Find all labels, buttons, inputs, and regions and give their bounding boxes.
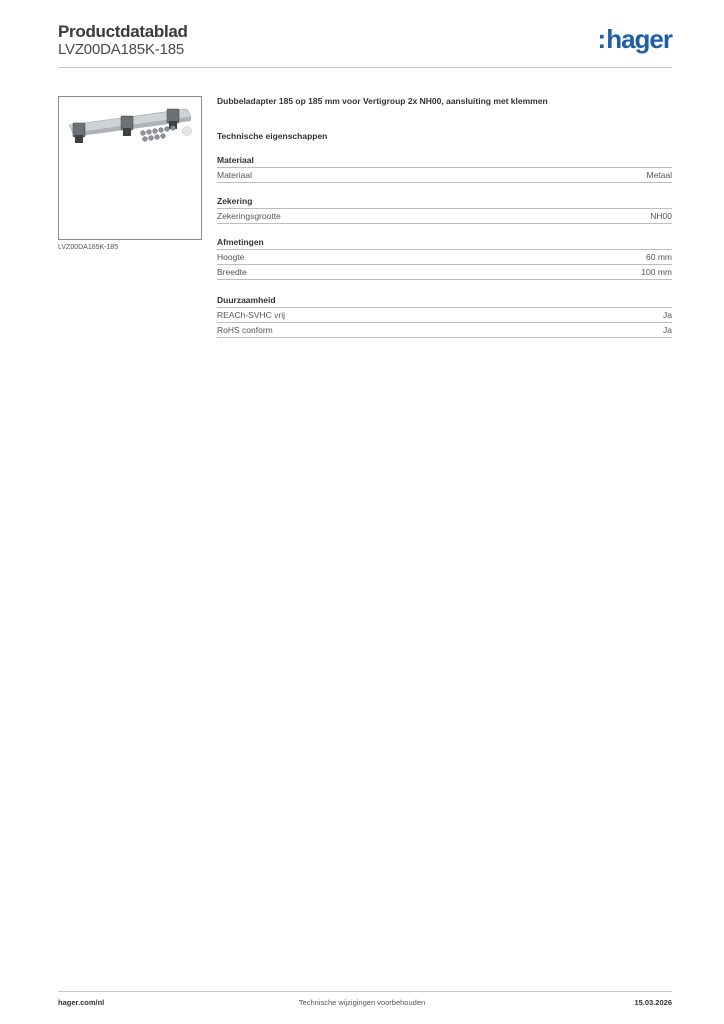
footer-date: 15.03.2026 — [634, 998, 672, 1007]
section-title: Materiaal — [217, 154, 672, 168]
spec-row — [217, 250, 672, 265]
section-title: Zekering — [217, 195, 672, 209]
section-title: Afmetingen — [217, 236, 672, 250]
spec-value: Ja — [663, 310, 672, 320]
section-title: Duurzaamheid — [217, 294, 672, 308]
spec-row — [217, 265, 672, 280]
header-divider — [58, 67, 672, 68]
hager-logo[interactable] — [598, 26, 672, 52]
spec-label: Materiaal — [217, 170, 252, 180]
footer-divider — [58, 991, 672, 992]
spec-value: 60 mm — [646, 252, 672, 262]
spec-label: Zekeringsgrootte — [217, 211, 281, 221]
footer-website-link[interactable]: hager.com/nl — [58, 998, 105, 1007]
spec-section-zekering — [217, 195, 672, 224]
tech-specs-heading: Technische eigenschappen — [217, 131, 328, 141]
spec-row — [217, 209, 672, 224]
product-details — [217, 95, 672, 338]
product-code: LVZ00DA185K-185 — [58, 41, 184, 58]
spec-value: NH00 — [650, 211, 672, 221]
spec-row — [217, 168, 672, 183]
page-title: Productdatablad — [58, 22, 188, 41]
spec-section-materiaal — [217, 154, 672, 183]
spec-label: RoHS conform — [217, 325, 273, 335]
product-photo-icon — [59, 97, 201, 239]
logo-text: hager — [606, 24, 672, 54]
spec-label: REACh-SVHC vrij — [217, 310, 286, 320]
footer-notice: Technische wijzigingen voorbehouden — [298, 998, 426, 1007]
spec-row — [217, 323, 672, 338]
logo-colon: : — [597, 24, 606, 54]
spec-value: Metaal — [646, 170, 672, 180]
product-image — [58, 96, 202, 240]
image-caption: LVZ00DA185K-185 — [58, 244, 119, 251]
spec-value: Ja — [663, 325, 672, 335]
spec-row — [217, 308, 672, 323]
spec-label: Breedte — [217, 267, 247, 277]
spec-value: 100 mm — [641, 267, 672, 277]
spec-label: Hoogte — [217, 252, 245, 262]
spec-section-afmetingen — [217, 236, 672, 280]
spec-section-duurzaamheid — [217, 294, 672, 338]
product-description: Dubbeladapter 185 op 185 mm voor Vertigroup 2x NH00, aansluiting met klemmen — [217, 96, 548, 106]
